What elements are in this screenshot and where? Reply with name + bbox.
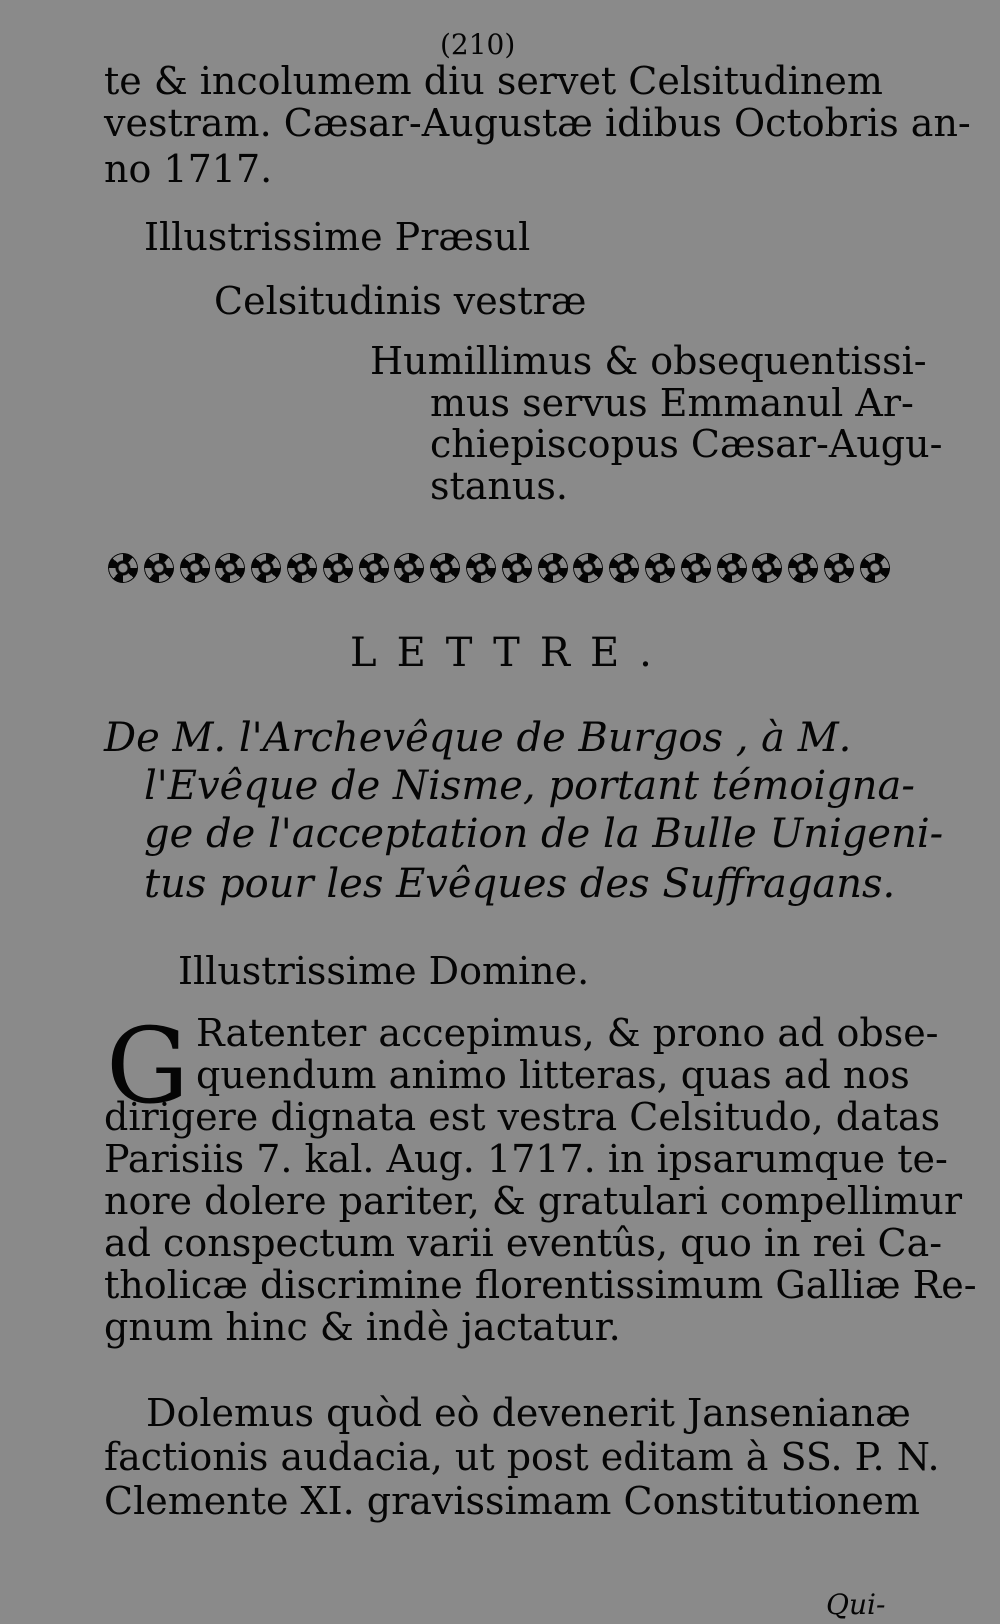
paragraph-line: Dolemus quòd eò devenerit Jansenianæ — [146, 1391, 911, 1435]
flower-icon — [323, 553, 353, 583]
paragraph-line: ad conspectum varii eventûs, quo in rei Ca- — [104, 1221, 943, 1265]
flower-icon — [251, 553, 281, 583]
flower-icon — [538, 553, 568, 583]
flower-icon — [430, 553, 460, 583]
flower-icon — [788, 553, 818, 583]
signature-line: chiepiscopus Cæsar-Augu- — [430, 422, 943, 466]
flower-icon — [502, 553, 532, 583]
paragraph-line: Clemente XI. gravissimam Constitutionem — [104, 1479, 920, 1523]
flower-icon — [108, 553, 138, 583]
signature-line: Humillimus & obsequentissi- — [370, 339, 927, 383]
letter-title: LETTRE. — [350, 630, 672, 676]
flower-icon — [752, 553, 782, 583]
flower-icon — [717, 553, 747, 583]
paragraph-line: Ratenter accepimus, & prono ad obse- — [196, 1011, 939, 1055]
subtitle-line: ge de l'acceptation de la Bulle Unigeni- — [144, 811, 944, 857]
flower-icon — [180, 553, 210, 583]
text-line: no 1717. — [104, 147, 273, 191]
flower-icon — [681, 553, 711, 583]
drop-cap: G — [106, 1005, 190, 1127]
paragraph-line: dirigere dignata est vestra Celsitudo, datas — [104, 1095, 941, 1139]
flower-icon — [860, 553, 890, 583]
flower-icon — [824, 553, 854, 583]
subtitle-line: De M. l'Archevêque de Burgos , à M. — [104, 715, 852, 761]
flower-icon — [466, 553, 496, 583]
flower-icon — [287, 553, 317, 583]
flower-icon — [144, 553, 174, 583]
subtitle-line: l'Evêque de Nisme, portant témoigna- — [144, 763, 915, 809]
ornament-divider — [108, 548, 890, 588]
subtitle-line: tus pour les Evêques des Suffragans. — [144, 861, 896, 907]
page-number: (210) — [440, 28, 516, 61]
paragraph-line: factionis audacia, ut post editam à SS. P. N. — [104, 1435, 940, 1479]
flower-icon — [215, 553, 245, 583]
paragraph-line: quendum animo litteras, quas ad nos — [196, 1053, 910, 1097]
greeting: Illustrissime Domine. — [178, 949, 590, 993]
address: Celsitudinis vestræ — [214, 279, 587, 323]
flower-icon — [394, 553, 424, 583]
flower-icon — [573, 553, 603, 583]
salutation: Illustrissime Præsul — [144, 215, 531, 259]
text-line: vestram. Cæsar-Augustæ idibus Octobris an- — [104, 101, 971, 145]
catchword: Qui- — [826, 1588, 886, 1621]
paragraph-line: Parisiis 7. kal. Aug. 1717. in ipsarumque te- — [104, 1137, 948, 1181]
signature-line: mus servus Emmanul Ar- — [430, 381, 914, 425]
text-line: te & incolumem diu servet Celsitudinem — [104, 59, 883, 103]
signature-line: stanus. — [430, 464, 568, 508]
paragraph-line: nore dolere pariter, & gratulari compellimur — [104, 1179, 963, 1223]
paragraph-line: gnum hinc & indè jactatur. — [104, 1305, 621, 1349]
flower-icon — [645, 553, 675, 583]
flower-icon — [609, 553, 639, 583]
paragraph-line: tholicæ discrimine florentissimum Galliæ Re- — [104, 1263, 977, 1307]
flower-icon — [359, 553, 389, 583]
